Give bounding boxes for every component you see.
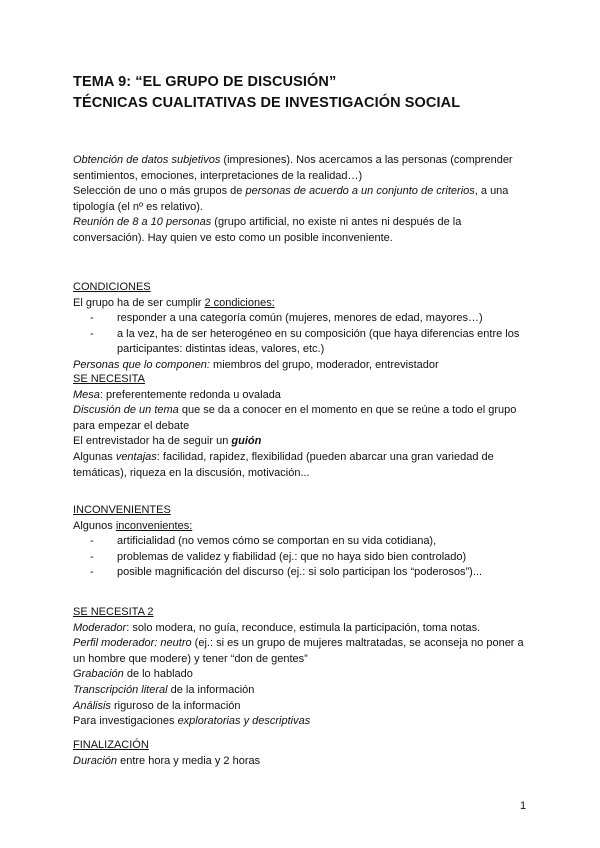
- finalizacion-heading: FINALIZACIÓN: [73, 739, 149, 751]
- intro-emphasis-3: Reunión de 8 a 10 personas: [73, 216, 212, 229]
- ventajas-text-b: : facilidad, rapidez, flexibilidad (pueden abarcar una gran variedad de temáticas), riqueza en la discusión, motivación...: [73, 450, 494, 479]
- condiciones-heading: CONDICIONES: [73, 281, 151, 293]
- mesa-text: : preferentemente redonda u ovalada: [99, 388, 281, 401]
- transcripcion-text: de la información: [167, 683, 255, 696]
- grabacion-text: de lo hablado: [123, 668, 193, 681]
- intro-text-2a: Selección de uno o más grupos de: [73, 185, 246, 198]
- guion-text: El entrevistador ha de seguir un: [73, 435, 232, 448]
- inconvenientes-heading: INCONVENIENTES: [73, 504, 171, 516]
- intro-text-1: (impresiones). Nos acercamos a las personas (comprender sentimientos, emociones, interpretaciones de la realidad…): [73, 154, 513, 182]
- personas-emphasis: Personas que lo componen:: [73, 358, 210, 371]
- se-necesita-2-section: [73, 605, 533, 730]
- list-item: - problemas de validez y fiabilidad (ej.: que no haya sido bien controlado): [73, 550, 533, 566]
- page-subtitle: TÉCNICAS CUALITATIVAS DE INVESTIGACIÓN SOCIAL: [73, 95, 461, 111]
- page-title: TEMA 9: “EL GRUPO DE DISCUSIÓN”: [73, 74, 337, 90]
- perfil-text: (ej.: si es un grupo de mujeres maltratadas, se aconseja no poner a un hombre que modere) y tener “don de gentes”: [73, 637, 524, 665]
- intro-section: [73, 153, 533, 247]
- duracion-line: [73, 754, 533, 770]
- discusion-emphasis: Discusión de un tema: [73, 404, 179, 417]
- transcripcion-line: [73, 683, 533, 699]
- investigaciones-emphasis: exploratorias y descriptivas: [177, 715, 311, 728]
- intro-emphasis-2: personas de acuerdo a un conjunto de criterios: [245, 185, 475, 198]
- intro-paragraph-2: [73, 184, 533, 215]
- grabacion-line: [73, 667, 533, 683]
- inconvenientes-section: [73, 503, 533, 581]
- intro-text-3: (grupo artificial, no existe ni antes ni después de la conversación). Hay quien ve esto como un posible inconveniente.: [73, 216, 462, 244]
- guion-line: [73, 434, 533, 450]
- ventajas-line: [73, 450, 533, 481]
- investigaciones-line: [73, 714, 533, 730]
- intro-text-2b: , a una tipología (el nº es relativo).: [73, 185, 509, 213]
- discusion-text: que se da a conocer en el momento en que se reúne a todo el grupo para empezar el debate: [73, 404, 517, 432]
- inconvenientes-intro-text: Algunos: [73, 519, 116, 532]
- mesa-emphasis: Mesa: [73, 388, 100, 401]
- duracion-emphasis: Duración: [73, 754, 118, 767]
- condiciones-intro: [73, 296, 533, 312]
- moderador-emphasis: Moderador: [73, 621, 127, 634]
- list-item: - a la vez, ha de ser heterogéneo en su composición (que haya diferencias entre los participantes: distintas ideas, valores, etc.): [73, 327, 533, 358]
- se-necesita-heading: SE NECESITA: [73, 373, 145, 385]
- perfil-emphasis: Perfil moderador: neutro: [73, 637, 192, 650]
- ventajas-text-a: Algunas: [73, 450, 116, 463]
- se-necesita-section: [73, 372, 533, 481]
- analisis-emphasis: Análisis: [73, 699, 111, 712]
- discusion-line: [73, 403, 533, 434]
- list-item: - posible magnificación del discurso (ej.: si solo participan los “poderosos”)...: [73, 565, 533, 581]
- intro-emphasis-1: Obtención de datos subjetivos: [73, 154, 221, 166]
- personas-text: miembros del grupo, moderador, entrevistador: [209, 358, 439, 371]
- se-necesita-2-heading: SE NECESITA 2: [73, 606, 154, 618]
- finalizacion-section: [73, 738, 533, 769]
- perfil-line: [73, 636, 533, 667]
- condiciones-intro-text: El grupo ha de ser cumplir: [73, 296, 205, 309]
- moderador-text: : solo modera, no guía, reconduce, estimula la participación, toma notas.: [126, 621, 481, 634]
- page-number: 1: [520, 800, 527, 812]
- inconvenientes-intro-underlined: inconvenientes:: [115, 519, 193, 532]
- list-item: - responder a una categoría común (mujeres, menores de edad, mayores…): [73, 311, 533, 327]
- investigaciones-text: Para investigaciones: [73, 715, 178, 728]
- list-item: - artificialidad (no vemos cómo se comportan en su vida cotidiana),: [73, 534, 533, 550]
- intro-paragraph-1: [73, 153, 533, 184]
- condiciones-section: [73, 280, 533, 374]
- mesa-line: [73, 388, 533, 404]
- analisis-text: riguroso de la información: [110, 699, 241, 712]
- moderador-line: [73, 621, 533, 637]
- transcripcion-emphasis: Transcripción literal: [73, 683, 168, 696]
- condiciones-list: [73, 311, 533, 358]
- grabacion-emphasis: Grabación: [73, 668, 124, 681]
- guion-emphasis: guión: [231, 435, 262, 448]
- duracion-text: entre hora y media y 2 horas: [117, 754, 261, 767]
- inconvenientes-intro: [73, 519, 533, 535]
- inconvenientes-list: [73, 534, 533, 581]
- intro-paragraph-3: [73, 215, 533, 246]
- ventajas-emphasis: ventajas: [115, 450, 157, 463]
- condiciones-intro-underlined: 2 condiciones:: [204, 296, 275, 309]
- analisis-line: [73, 699, 533, 715]
